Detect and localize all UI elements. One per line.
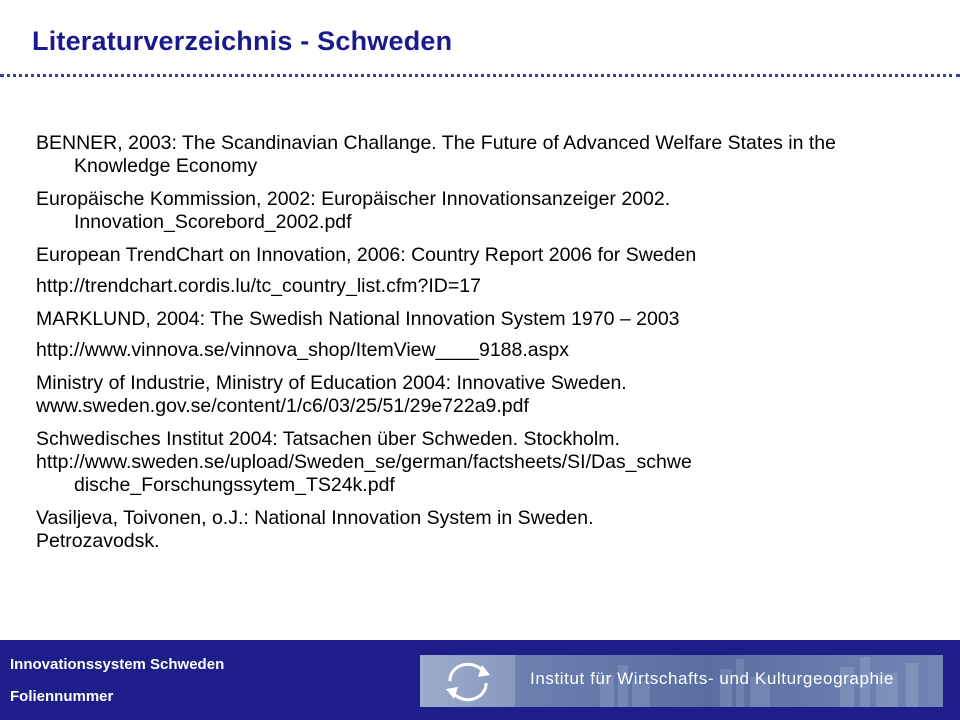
reference-url: http://www.sweden.se/upload/Sweden_se/german/factsheets/SI/Das_schwe dische_Forschungssytem_TS24k.pdf — [36, 451, 692, 496]
reference-text-continued: Petrozavodsk. — [36, 530, 160, 552]
reference-url: http://www.vinnova.se/vinnova_shop/ItemView____9188.aspx — [36, 339, 569, 361]
footer-bar — [0, 640, 960, 720]
institute-banner — [420, 655, 943, 707]
reference-text: Vasiljeva, Toivonen, o.J.: National Innovation System in Sweden. — [36, 507, 594, 529]
reference-url: http://trendchart.cordis.lu/tc_country_list.cfm?ID=17 — [36, 275, 481, 297]
reference-marklund — [36, 308, 896, 362]
reference-benner — [36, 132, 896, 178]
reference-text: European TrendChart on Innovation, 2006: Country Report 2006 for Sweden — [36, 244, 697, 266]
circular-arrows-icon — [428, 655, 508, 707]
footer-slide-number: Foliennummer — [10, 688, 114, 705]
reference-text: Ministry of Industrie, Ministry of Education 2004: Innovative Sweden. — [36, 372, 627, 394]
reference-trendchart — [36, 244, 896, 298]
reference-text: Schwedisches Institut 2004: Tatsachen über Schweden. Stockholm. — [36, 428, 620, 450]
reference-swedish-institute — [36, 428, 896, 497]
reference-vasiljeva — [36, 507, 896, 553]
reference-eu-commission — [36, 188, 896, 234]
reference-text: BENNER, 2003: The Scandinavian Challange. The Future of Advanced Welfare States in the Knowledge Economy — [36, 132, 836, 177]
reference-text: MARKLUND, 2004: The Swedish National Innovation System 1970 – 2003 — [36, 308, 680, 330]
reference-list — [36, 132, 896, 563]
reference-url: www.sweden.gov.se/content/1/c6/03/25/51/29e722a9.pdf — [36, 395, 529, 417]
reference-text: Europäische Kommission, 2002: Europäischer Innovationsanzeiger 2002. Innovation_Scorebord_2002.pdf — [36, 188, 671, 233]
slide-title: Literaturverzeichnis - Schweden — [32, 26, 453, 56]
footer-topic: Innovationssystem Schweden — [10, 656, 225, 673]
institute-name: Institut für Wirtschafts- und Kulturgeographie — [530, 669, 894, 688]
reference-ministry — [36, 372, 896, 418]
title-divider — [0, 74, 960, 77]
